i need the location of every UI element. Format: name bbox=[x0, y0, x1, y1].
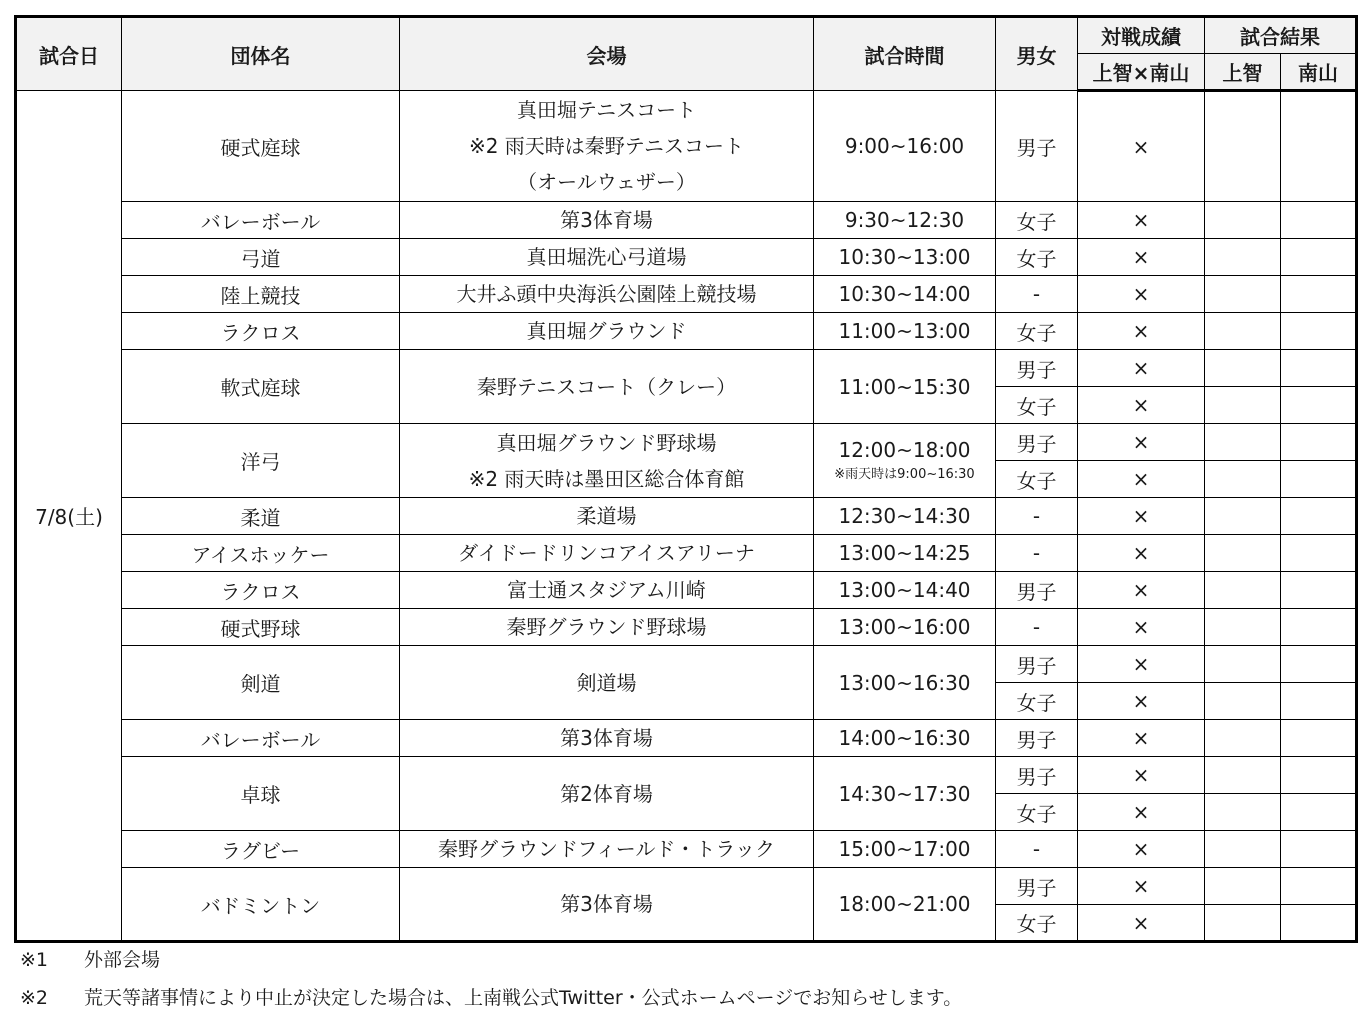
venue-line: 真田堀洗心弓道場 bbox=[526, 245, 687, 269]
result-nanzan bbox=[1281, 757, 1357, 794]
venue bbox=[400, 572, 814, 609]
club-name: 柔道 bbox=[122, 498, 400, 535]
match-time-text: 14:00~16:30 bbox=[838, 726, 971, 750]
venue bbox=[400, 831, 814, 868]
header-record-sub: 上智×南山 bbox=[1078, 54, 1205, 91]
record: × bbox=[1078, 461, 1205, 498]
venue bbox=[400, 498, 814, 535]
club-name: 卓球 bbox=[122, 757, 400, 831]
match-time bbox=[814, 646, 996, 720]
record: × bbox=[1078, 498, 1205, 535]
header-club: 団体名 bbox=[122, 17, 400, 91]
venue bbox=[400, 646, 814, 720]
result-nanzan bbox=[1281, 461, 1357, 498]
result-nanzan bbox=[1281, 794, 1357, 831]
result-nanzan bbox=[1281, 572, 1357, 609]
gender: - bbox=[996, 831, 1078, 868]
table-row bbox=[16, 609, 1357, 646]
result-sophia bbox=[1205, 350, 1281, 387]
record: × bbox=[1078, 350, 1205, 387]
result-sophia bbox=[1205, 831, 1281, 868]
result-sophia bbox=[1205, 276, 1281, 313]
table-row bbox=[16, 831, 1357, 868]
header-gender: 男女 bbox=[996, 17, 1078, 91]
gender: 男子 bbox=[996, 868, 1078, 905]
match-time-text: 15:00~17:00 bbox=[838, 837, 971, 861]
gender: - bbox=[996, 498, 1078, 535]
result-nanzan bbox=[1281, 609, 1357, 646]
match-time-text: 10:30~13:00 bbox=[838, 245, 971, 269]
result-sophia bbox=[1205, 91, 1281, 202]
result-nanzan bbox=[1281, 313, 1357, 350]
table-row bbox=[16, 572, 1357, 609]
gender: 女子 bbox=[996, 683, 1078, 720]
match-time bbox=[814, 350, 996, 424]
club-name: バレーボール bbox=[122, 720, 400, 757]
gender: 女子 bbox=[996, 387, 1078, 424]
club-name: バレーボール bbox=[122, 202, 400, 239]
gender: 女子 bbox=[996, 794, 1078, 831]
match-time-text: 10:30~14:00 bbox=[838, 282, 971, 306]
table-row bbox=[16, 239, 1357, 276]
venue bbox=[400, 424, 814, 498]
result-nanzan bbox=[1281, 905, 1357, 942]
club-name: 硬式野球 bbox=[122, 609, 400, 646]
venue bbox=[400, 350, 814, 424]
table-row bbox=[16, 276, 1357, 313]
record: × bbox=[1078, 794, 1205, 831]
result-sophia bbox=[1205, 202, 1281, 239]
result-sophia bbox=[1205, 239, 1281, 276]
gender: 男子 bbox=[996, 720, 1078, 757]
result-nanzan bbox=[1281, 276, 1357, 313]
result-sophia bbox=[1205, 683, 1281, 720]
gender: 男子 bbox=[996, 424, 1078, 461]
venue bbox=[400, 276, 814, 313]
venue-line: 第3体育場 bbox=[560, 892, 653, 916]
gender: - bbox=[996, 276, 1078, 313]
venue bbox=[400, 239, 814, 276]
match-time bbox=[814, 572, 996, 609]
result-sophia bbox=[1205, 905, 1281, 942]
record: × bbox=[1078, 313, 1205, 350]
record: × bbox=[1078, 683, 1205, 720]
match-time bbox=[814, 720, 996, 757]
result-nanzan bbox=[1281, 91, 1357, 202]
record: × bbox=[1078, 239, 1205, 276]
record: × bbox=[1078, 202, 1205, 239]
venue-line: 第2体育場 bbox=[560, 781, 653, 806]
result-sophia bbox=[1205, 868, 1281, 905]
result-sophia bbox=[1205, 646, 1281, 683]
match-time-text: 11:00~15:30 bbox=[838, 374, 971, 399]
match-time bbox=[814, 609, 996, 646]
match-time-text: 18:00~21:00 bbox=[838, 892, 971, 916]
table-row bbox=[16, 424, 1357, 461]
match-time-text: 9:00~16:00 bbox=[844, 134, 965, 158]
venue-line: 柔道場 bbox=[576, 504, 637, 528]
match-time-text: 12:30~14:30 bbox=[838, 504, 971, 528]
result-nanzan bbox=[1281, 868, 1357, 905]
header-date: 試合日 bbox=[16, 17, 122, 91]
record: × bbox=[1078, 609, 1205, 646]
venue-line: 秦野テニスコート（クレー） bbox=[476, 374, 737, 399]
venue-line: ※2 雨天時は秦野テニスコート bbox=[468, 134, 745, 158]
result-nanzan bbox=[1281, 202, 1357, 239]
venue-line: 真田堀テニスコート bbox=[516, 98, 697, 122]
record: × bbox=[1078, 646, 1205, 683]
result-nanzan bbox=[1281, 498, 1357, 535]
club-name: バドミントン bbox=[122, 868, 400, 942]
venue-line: 秦野グラウンドフィールド・トラック bbox=[438, 837, 775, 861]
header-result-sophia: 上智 bbox=[1205, 54, 1281, 91]
venue-line: 真田堀グラウンド bbox=[526, 319, 687, 343]
result-nanzan bbox=[1281, 387, 1357, 424]
result-sophia bbox=[1205, 720, 1281, 757]
match-time-text: 12:00~18:00 bbox=[838, 437, 971, 462]
venue-line: 剣道場 bbox=[576, 670, 637, 695]
header-record: 対戦成績 bbox=[1078, 17, 1205, 54]
table-row bbox=[16, 757, 1357, 794]
match-time bbox=[814, 831, 996, 868]
header-time: 試合時間 bbox=[814, 17, 996, 91]
record: × bbox=[1078, 868, 1205, 905]
club-name: ラグビー bbox=[122, 831, 400, 868]
record: × bbox=[1078, 424, 1205, 461]
header-result: 試合結果 bbox=[1205, 17, 1357, 54]
club-name: 硬式庭球 bbox=[122, 91, 400, 202]
gender: 女子 bbox=[996, 239, 1078, 276]
venue bbox=[400, 91, 814, 202]
result-nanzan bbox=[1281, 535, 1357, 572]
match-time-text: 14:30~17:30 bbox=[838, 781, 971, 806]
record: × bbox=[1078, 572, 1205, 609]
match-time-text: 13:00~16:00 bbox=[838, 615, 971, 639]
venue bbox=[400, 757, 814, 831]
rain-time-note: ※雨天時は9:00~16:30 bbox=[834, 466, 975, 482]
venue bbox=[400, 868, 814, 942]
record: × bbox=[1078, 276, 1205, 313]
gender: 男子 bbox=[996, 91, 1078, 202]
result-nanzan bbox=[1281, 646, 1357, 683]
result-nanzan bbox=[1281, 350, 1357, 387]
schedule-table bbox=[14, 15, 1358, 943]
result-sophia bbox=[1205, 313, 1281, 350]
result-sophia bbox=[1205, 461, 1281, 498]
club-name: 剣道 bbox=[122, 646, 400, 720]
match-time-text: 9:30~12:30 bbox=[844, 208, 965, 232]
venue-line: 富士通スタジアム川崎 bbox=[507, 578, 706, 602]
footnote bbox=[20, 983, 962, 1010]
venue-line: 真田堀グラウンド野球場 bbox=[496, 430, 717, 455]
footnote-text: 外部会場 bbox=[84, 949, 161, 971]
match-time bbox=[814, 498, 996, 535]
club-name: アイスホッケー bbox=[122, 535, 400, 572]
gender: 女子 bbox=[996, 461, 1078, 498]
footnote-mark: ※1 bbox=[20, 949, 49, 971]
result-sophia bbox=[1205, 498, 1281, 535]
header-result-nanzan: 南山 bbox=[1281, 54, 1357, 91]
match-date: 7/8(土) bbox=[16, 91, 122, 942]
result-nanzan bbox=[1281, 424, 1357, 461]
table-row bbox=[16, 313, 1357, 350]
record: × bbox=[1078, 387, 1205, 424]
result-sophia bbox=[1205, 794, 1281, 831]
table-row bbox=[16, 868, 1357, 905]
venue bbox=[400, 609, 814, 646]
footnote-mark: ※2 bbox=[20, 987, 49, 1009]
record: × bbox=[1078, 535, 1205, 572]
club-name: 軟式庭球 bbox=[122, 350, 400, 424]
venue bbox=[400, 313, 814, 350]
table-row bbox=[16, 202, 1357, 239]
result-sophia bbox=[1205, 424, 1281, 461]
match-time-text: 13:00~14:40 bbox=[838, 578, 971, 602]
record: × bbox=[1078, 905, 1205, 942]
result-sophia bbox=[1205, 572, 1281, 609]
match-time bbox=[814, 276, 996, 313]
result-sophia bbox=[1205, 387, 1281, 424]
record: × bbox=[1078, 831, 1205, 868]
result-nanzan bbox=[1281, 239, 1357, 276]
match-time bbox=[814, 313, 996, 350]
table-row bbox=[16, 646, 1357, 683]
record: × bbox=[1078, 757, 1205, 794]
record: × bbox=[1078, 720, 1205, 757]
footnote bbox=[20, 945, 160, 972]
match-time bbox=[814, 91, 996, 202]
match-time bbox=[814, 239, 996, 276]
match-time-text: 13:00~16:30 bbox=[838, 670, 971, 695]
gender: 男子 bbox=[996, 572, 1078, 609]
match-time bbox=[814, 424, 996, 498]
venue-line: （オールウェザー） bbox=[517, 170, 696, 194]
gender: 男子 bbox=[996, 646, 1078, 683]
result-nanzan bbox=[1281, 831, 1357, 868]
match-time bbox=[814, 757, 996, 831]
record: × bbox=[1078, 91, 1205, 202]
club-name: 洋弓 bbox=[122, 424, 400, 498]
table-row bbox=[16, 720, 1357, 757]
venue-line: 秦野グラウンド野球場 bbox=[506, 615, 707, 639]
result-sophia bbox=[1205, 535, 1281, 572]
match-time bbox=[814, 868, 996, 942]
venue-line: ダイドードリンコアイスアリーナ bbox=[458, 541, 755, 565]
club-name: ラクロス bbox=[122, 313, 400, 350]
venue-line: 大井ふ頭中央海浜公園陸上競技場 bbox=[456, 282, 757, 306]
result-sophia bbox=[1205, 609, 1281, 646]
venue bbox=[400, 535, 814, 572]
gender: 女子 bbox=[996, 202, 1078, 239]
table-row bbox=[16, 91, 1357, 128]
result-nanzan bbox=[1281, 720, 1357, 757]
match-time-text: 11:00~13:00 bbox=[838, 319, 971, 343]
venue-line: ※2 雨天時は墨田区総合体育館 bbox=[468, 466, 745, 491]
gender: 男子 bbox=[996, 350, 1078, 387]
venue bbox=[400, 202, 814, 239]
result-nanzan bbox=[1281, 683, 1357, 720]
gender: - bbox=[996, 609, 1078, 646]
club-name: 弓道 bbox=[122, 239, 400, 276]
table-row bbox=[16, 535, 1357, 572]
venue-line: 第3体育場 bbox=[560, 726, 653, 750]
match-time-text: 13:00~14:25 bbox=[838, 541, 971, 565]
gender: 女子 bbox=[996, 313, 1078, 350]
table-row bbox=[16, 350, 1357, 387]
header-venue: 会場 bbox=[400, 17, 814, 91]
club-name: ラクロス bbox=[122, 572, 400, 609]
table-row bbox=[16, 498, 1357, 535]
footnote-text: 荒天等諸事情により中止が決定した場合は、上南戦公式Twitter・公式ホームページでお知らせします。 bbox=[84, 987, 963, 1009]
club-name: 陸上競技 bbox=[122, 276, 400, 313]
result-sophia bbox=[1205, 757, 1281, 794]
match-time bbox=[814, 202, 996, 239]
venue-line: 第3体育場 bbox=[560, 208, 653, 232]
venue bbox=[400, 720, 814, 757]
gender: 男子 bbox=[996, 757, 1078, 794]
gender: 女子 bbox=[996, 905, 1078, 942]
match-time bbox=[814, 535, 996, 572]
gender: - bbox=[996, 535, 1078, 572]
